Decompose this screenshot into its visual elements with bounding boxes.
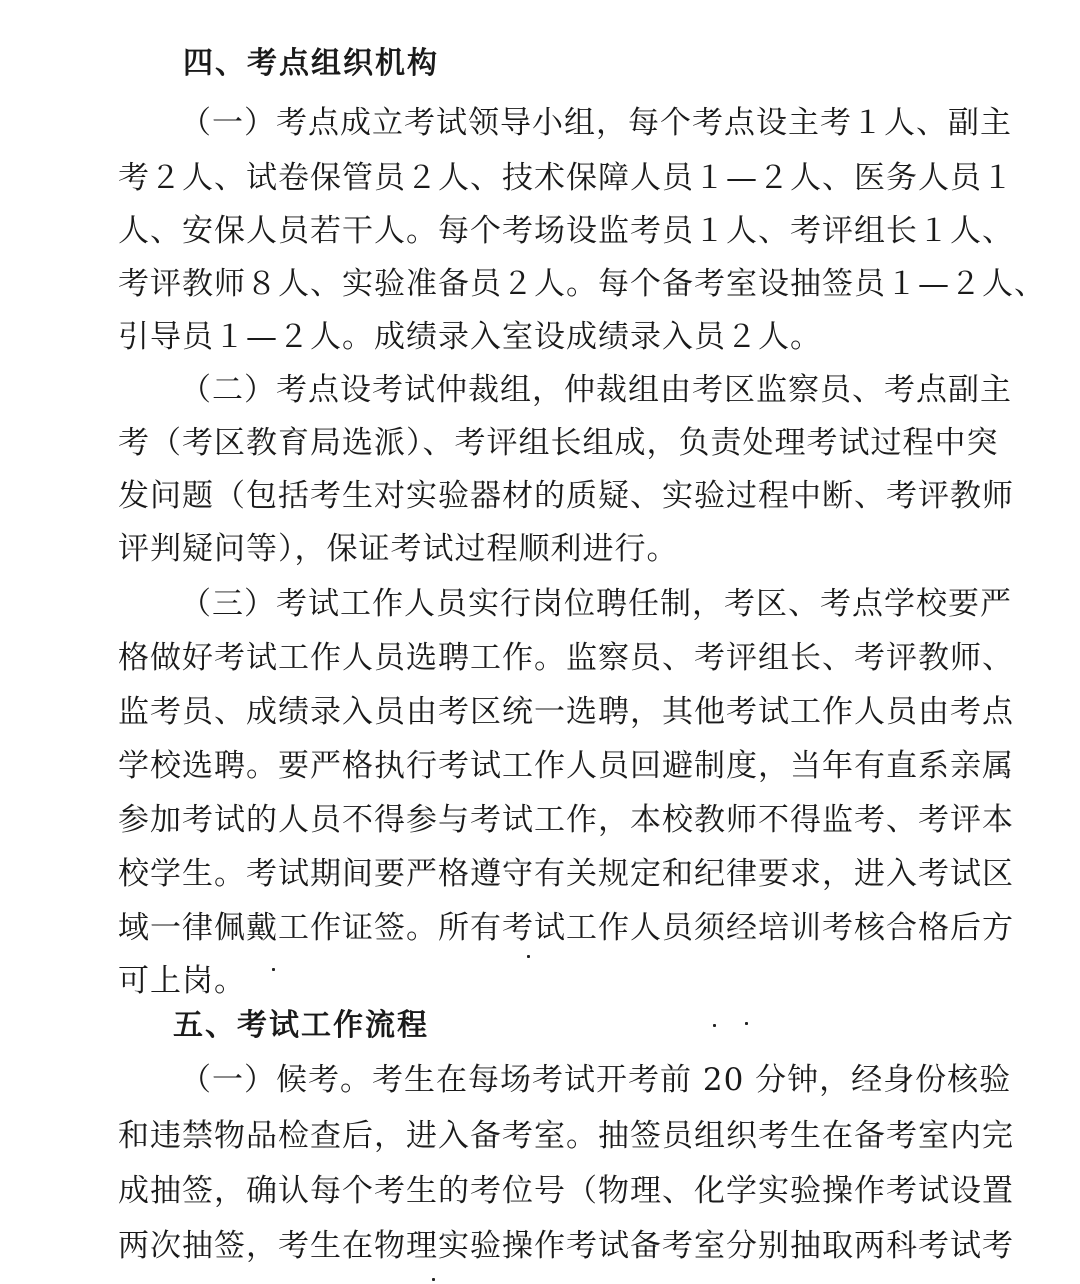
paragraph-line: 考２人、试卷保管员２人、技术保障人员１—２人、医务人员１ bbox=[118, 160, 1014, 196]
paragraph-line: 可上岗。 bbox=[118, 963, 246, 999]
paragraph-line: 成抽签，确认每个考生的考位号（物理、化学实验操作考试设置 bbox=[118, 1173, 1014, 1209]
paragraph-line: 学校选聘。要严格执行考试工作人员回避制度，当年有直系亲属 bbox=[118, 748, 1014, 784]
paragraph-line: 发问题（包括考生对实验器材的质疑、实验过程中断、考评教师 bbox=[118, 478, 1014, 514]
paragraph-line: （二）考点设考试仲裁组，仲裁组由考区监察员、考点副主 bbox=[180, 372, 1012, 408]
paragraph-line: 格做好考试工作人员选聘工作。监察员、考评组长、考评教师、 bbox=[118, 640, 1014, 676]
scan-speck bbox=[745, 1022, 748, 1025]
paragraph-line: 两次抽签，考生在物理实验操作考试备考室分别抽取两科考试考 bbox=[118, 1228, 1014, 1264]
section-4-heading: 四、考点组织机构 bbox=[183, 46, 439, 81]
scan-speck bbox=[713, 1024, 716, 1027]
scan-speck bbox=[432, 1278, 435, 1281]
paragraph-line: 考（考区教育局选派）、考评组长组成，负责处理考试过程中突 bbox=[118, 425, 999, 461]
scan-speck bbox=[527, 955, 530, 958]
paragraph-line: 域一律佩戴工作证签。所有考试工作人员须经培训考核合格后方 bbox=[118, 910, 1014, 946]
paragraph-line: （一）考点成立考试领导小组，每个考点设主考１人、副主 bbox=[180, 105, 1012, 141]
paragraph-line: 引导员１—２人。成绩录入室设成绩录入员２人。 bbox=[118, 319, 822, 355]
scan-speck bbox=[272, 968, 275, 971]
paragraph-line: 评判疑问等），保证考试过程顺利进行。 bbox=[118, 531, 679, 567]
paragraph-line: 校学生。考试期间要严格遵守有关规定和纪律要求，进入考试区 bbox=[118, 856, 1014, 892]
paragraph-line: （一）候考。考生在每场考试开考前 20 分钟，经身份核验 bbox=[180, 1062, 1012, 1098]
paragraph-line: （三）考试工作人员实行岗位聘任制，考区、考点学校要严 bbox=[180, 586, 1012, 622]
paragraph-line: 考评教师８人、实验准备员２人。每个备考室设抽签员１—２人、 bbox=[118, 266, 1046, 302]
paragraph-line: 人、安保人员若干人。每个考场设监考员１人、考评组长１人、 bbox=[118, 213, 1014, 249]
paragraph-line: 和违禁物品检查后，进入备考室。抽签员组织考生在备考室内完 bbox=[118, 1118, 1014, 1154]
paragraph-line: 参加考试的人员不得参与考试工作，本校教师不得监考、考评本 bbox=[118, 802, 1014, 838]
paragraph-line: 监考员、成绩录入员由考区统一选聘，其他考试工作人员由考点 bbox=[118, 694, 1014, 730]
section-5-heading: 五、考试工作流程 bbox=[173, 1008, 429, 1043]
